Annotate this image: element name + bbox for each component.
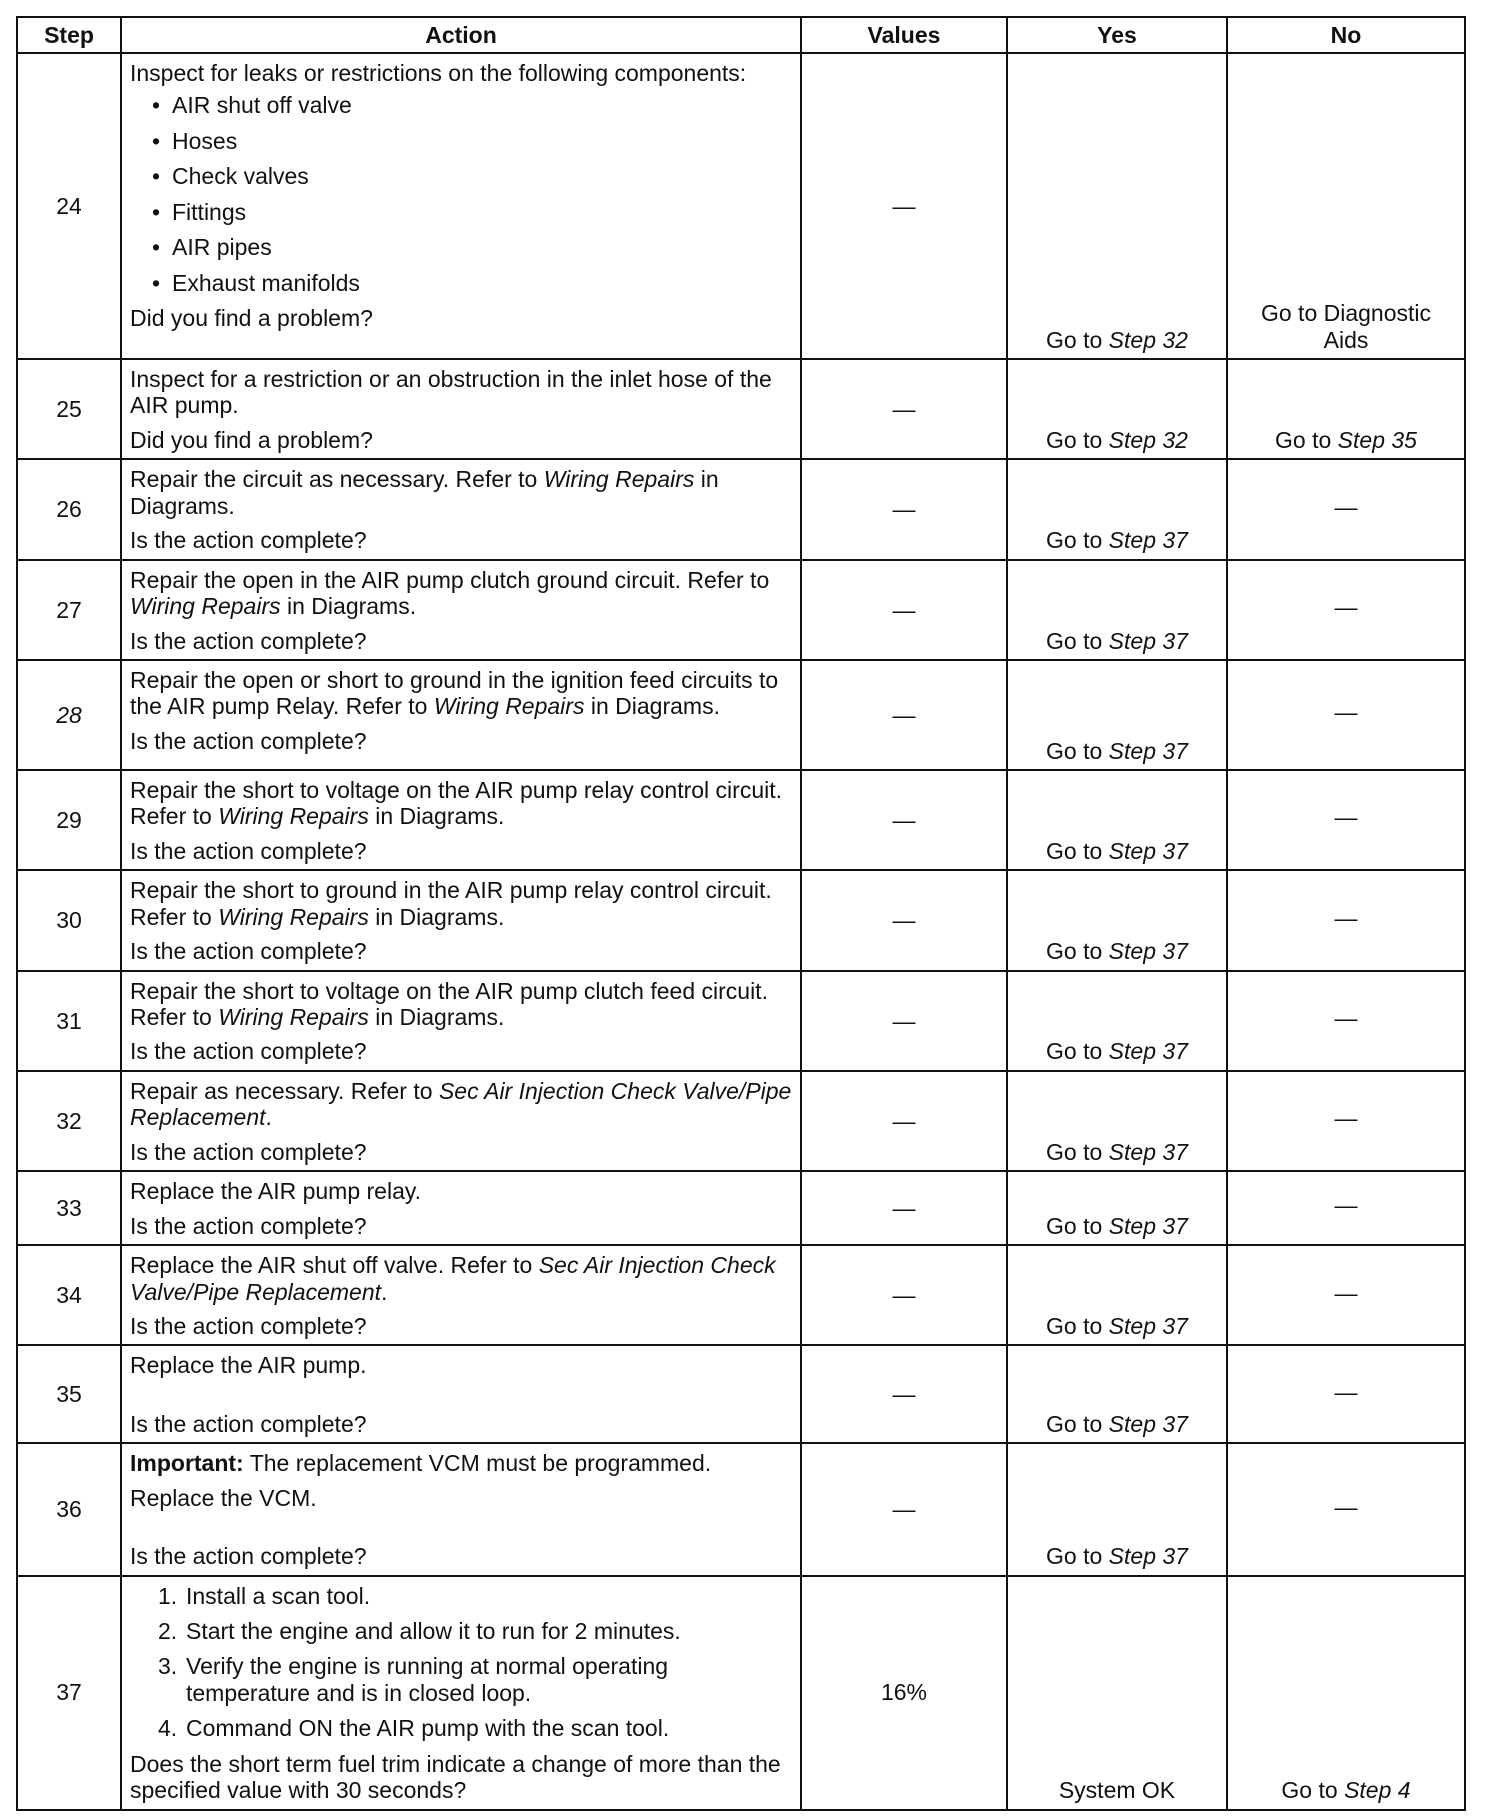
- no-cell: —: [1227, 660, 1465, 770]
- no-cell: —: [1227, 1171, 1465, 1245]
- yes-step-ref: Step 37: [1108, 837, 1188, 864]
- yes-step-ref: Step 37: [1108, 1212, 1188, 1239]
- yes-step-ref: Step 37: [1108, 1138, 1188, 1165]
- action-text: Repair the short to voltage on the AIR pump relay control circuit. Refer to Wiring Repairs in Diagrams.: [130, 776, 782, 830]
- no-cell: —: [1227, 870, 1465, 970]
- list-item: • Fittings: [152, 199, 792, 225]
- table-row: [17, 971, 1465, 1071]
- table-row: [17, 53, 1465, 359]
- yes-step-ref: Step 32: [1108, 326, 1188, 353]
- step-number: 37: [17, 1576, 121, 1810]
- action-cell: [121, 660, 801, 770]
- action-cell: [121, 1171, 801, 1245]
- step-number: 30: [17, 870, 121, 970]
- action-text: Repair the open or short to ground in the ignition feed circuits to the AIR pump Relay. Refer to Wiring Repairs in Diagrams.: [130, 666, 779, 720]
- yes-cell: [1007, 1245, 1227, 1345]
- action-text: Repair the circuit as necessary. Refer to Wiring Repairs in Diagrams.: [130, 466, 719, 519]
- important-text: The replacement VCM must be programmed.: [243, 1450, 712, 1477]
- yes-text: Go to: [1046, 1410, 1109, 1437]
- no-cell: —: [1227, 971, 1465, 1071]
- step-number: 33: [17, 1171, 121, 1245]
- step-number: 29: [17, 770, 121, 870]
- action-cell: [121, 1443, 801, 1575]
- header-step: Step: [17, 17, 121, 53]
- no-cell: [1227, 1576, 1465, 1810]
- action-question: Did you find a problem?: [130, 426, 373, 453]
- numbered-list: [130, 1583, 792, 1742]
- yes-step-ref: Step 37: [1108, 1410, 1188, 1437]
- action-question: Is the action complete?: [130, 1138, 367, 1165]
- header-yes: Yes: [1007, 17, 1227, 53]
- yes-cell: [1007, 660, 1227, 770]
- values-cell: —: [801, 660, 1007, 770]
- action-question: Is the action complete?: [130, 527, 367, 554]
- action-question: Is the action complete?: [130, 1312, 367, 1339]
- step-number: 28: [17, 660, 121, 770]
- table-row: [17, 660, 1465, 770]
- important-note: [130, 1450, 792, 1476]
- action-text: Inspect for leaks or restrictions on the following components:: [130, 60, 747, 86]
- action-question: Is the action complete?: [130, 938, 367, 965]
- action-cell: [121, 1576, 801, 1810]
- yes-cell: [1007, 459, 1227, 559]
- action-cell: [121, 560, 801, 660]
- values-cell: —: [801, 459, 1007, 559]
- no-cell: —: [1227, 1071, 1465, 1171]
- step-number: 26: [17, 459, 121, 559]
- no-cell: [1227, 53, 1465, 359]
- yes-cell: [1007, 1171, 1227, 1245]
- no-text: Go to: [1281, 1777, 1345, 1804]
- diagnostic-table: [16, 16, 1466, 1811]
- step-number: 34: [17, 1245, 121, 1345]
- yes-text: System OK: [1058, 1777, 1176, 1804]
- yes-step-ref: Step 37: [1108, 527, 1188, 554]
- header-action: Action: [121, 17, 801, 53]
- step-number: 27: [17, 560, 121, 660]
- header-row: [17, 17, 1465, 53]
- action-text: Replace the AIR pump.: [130, 1352, 367, 1379]
- table-row: [17, 459, 1465, 559]
- list-item: • AIR shut off valve: [152, 92, 792, 118]
- no-text: Go to Diagnostic Aids: [1260, 300, 1432, 353]
- values-cell: —: [801, 971, 1007, 1071]
- list-item: • Hoses: [152, 128, 792, 154]
- yes-text: Go to: [1046, 326, 1109, 353]
- action-question: Is the action complete?: [130, 1038, 367, 1065]
- table-row: [17, 359, 1465, 459]
- yes-cell: [1007, 1345, 1227, 1443]
- step-number: 25: [17, 359, 121, 459]
- yes-cell: [1007, 1443, 1227, 1575]
- action-text: Repair the open in the AIR pump clutch ground circuit. Refer to Wiring Repairs in Diagrams.: [130, 566, 770, 620]
- table-row: [17, 870, 1465, 970]
- yes-text: Go to: [1046, 1138, 1109, 1165]
- yes-text: Go to: [1046, 1212, 1109, 1239]
- yes-text: Go to: [1046, 837, 1109, 864]
- no-cell: —: [1227, 459, 1465, 559]
- yes-text: Go to: [1046, 627, 1109, 654]
- list-item: Start the engine and allow it to run for 2 minutes.: [186, 1618, 681, 1644]
- yes-cell: [1007, 53, 1227, 359]
- action-cell: [121, 359, 801, 459]
- list-item: Verify the engine is running at normal operating temperature and is in closed loop.: [186, 1653, 669, 1706]
- yes-cell: [1007, 1071, 1227, 1171]
- values-cell: —: [801, 1171, 1007, 1245]
- yes-step-ref: Step 32: [1108, 426, 1188, 453]
- action-text: Repair the short to ground in the AIR pump relay control circuit. Refer to Wiring Repairs in Diagrams.: [130, 877, 772, 930]
- no-cell: —: [1227, 1245, 1465, 1345]
- action-text: Replace the AIR pump relay.: [130, 1178, 422, 1205]
- table-row: [17, 1576, 1465, 1810]
- action-question: Did you find a problem?: [130, 305, 373, 332]
- list-item: • Check valves: [152, 163, 792, 189]
- action-cell: [121, 1071, 801, 1171]
- action-cell: [121, 1245, 801, 1345]
- table-row: [17, 1443, 1465, 1575]
- values-cell: —: [801, 770, 1007, 870]
- list-item: • Exhaust manifolds: [152, 270, 792, 296]
- values-cell: —: [801, 1071, 1007, 1171]
- action-cell: [121, 53, 801, 359]
- step-number: 24: [17, 53, 121, 359]
- table-row: [17, 770, 1465, 870]
- values-cell: —: [801, 53, 1007, 359]
- no-cell: —: [1227, 1443, 1465, 1575]
- table-row: [17, 1345, 1465, 1443]
- action-cell: [121, 770, 801, 870]
- step-number: 32: [17, 1071, 121, 1171]
- step-number: 31: [17, 971, 121, 1071]
- values-cell: —: [801, 359, 1007, 459]
- action-question: Is the action complete?: [130, 727, 367, 754]
- action-cell: [121, 459, 801, 559]
- yes-cell: [1007, 971, 1227, 1071]
- no-cell: —: [1227, 560, 1465, 660]
- yes-cell: [1007, 770, 1227, 870]
- table-row: [17, 1071, 1465, 1171]
- yes-text: Go to: [1046, 426, 1109, 453]
- action-text: Repair as necessary. Refer to Sec Air Injection Check Valve/Pipe Replacement.: [130, 1077, 792, 1131]
- action-question: Is the action complete?: [130, 1410, 367, 1437]
- yes-step-ref: Step 37: [1108, 1543, 1188, 1570]
- values-cell: —: [801, 1245, 1007, 1345]
- action-question: Is the action complete?: [130, 627, 367, 654]
- no-step-ref: Step 4: [1344, 1777, 1411, 1804]
- yes-cell: [1007, 359, 1227, 459]
- values-cell: —: [801, 1345, 1007, 1443]
- action-cell: [121, 870, 801, 970]
- header-no: No: [1227, 17, 1465, 53]
- action-text: Replace the AIR shut off valve. Refer to Sec Air Injection Check Valve/Pipe Replacement.: [130, 1252, 776, 1305]
- table-row: [17, 560, 1465, 660]
- yes-text: Go to: [1046, 527, 1109, 554]
- values-cell: —: [801, 560, 1007, 660]
- action-question: Is the action complete?: [130, 1212, 367, 1239]
- yes-cell: [1007, 1576, 1227, 1810]
- list-item: • AIR pipes: [152, 234, 792, 260]
- no-step-ref: Step 35: [1337, 426, 1417, 453]
- action-text: Inspect for a restriction or an obstruction in the inlet hose of the AIR pump.: [130, 366, 772, 419]
- yes-step-ref: Step 37: [1108, 1312, 1188, 1339]
- action-cell: [121, 1345, 801, 1443]
- action-question: Is the action complete?: [130, 1543, 367, 1570]
- table-row: [17, 1171, 1465, 1245]
- no-cell: [1227, 359, 1465, 459]
- yes-step-ref: Step 37: [1108, 938, 1188, 965]
- table-row: [17, 1245, 1465, 1345]
- yes-cell: [1007, 560, 1227, 660]
- action-question: Does the short term fuel trim indicate a change of more than the specified value with 30 seconds?: [130, 1750, 781, 1804]
- values-cell: 16%: [801, 1576, 1007, 1810]
- important-label: Important:: [130, 1450, 244, 1477]
- action-text: Replace the VCM.: [130, 1484, 317, 1511]
- yes-step-ref: Step 37: [1108, 737, 1188, 764]
- step-number: 35: [17, 1345, 121, 1443]
- yes-text: Go to: [1046, 938, 1109, 965]
- yes-text: Go to: [1046, 1312, 1109, 1339]
- bullet-list: [130, 92, 792, 296]
- no-cell: —: [1227, 1345, 1465, 1443]
- no-text: Go to: [1275, 426, 1338, 453]
- list-item: Command ON the AIR pump with the scan tool.: [186, 1715, 670, 1742]
- header-values: Values: [801, 17, 1007, 53]
- yes-cell: [1007, 870, 1227, 970]
- yes-text: Go to: [1046, 1038, 1109, 1065]
- list-item: Install a scan tool.: [186, 1582, 371, 1609]
- no-cell: —: [1227, 770, 1465, 870]
- action-cell: [121, 971, 801, 1071]
- yes-text: Go to: [1046, 737, 1109, 764]
- yes-step-ref: Step 37: [1108, 1038, 1188, 1065]
- yes-text: Go to: [1046, 1543, 1109, 1570]
- action-text: Repair the short to voltage on the AIR pump clutch feed circuit. Refer to Wiring Repairs in Diagrams.: [130, 977, 768, 1030]
- action-question: Is the action complete?: [130, 837, 367, 864]
- values-cell: —: [801, 870, 1007, 970]
- step-number: 36: [17, 1443, 121, 1575]
- yes-step-ref: Step 37: [1108, 627, 1188, 654]
- values-cell: —: [801, 1443, 1007, 1575]
